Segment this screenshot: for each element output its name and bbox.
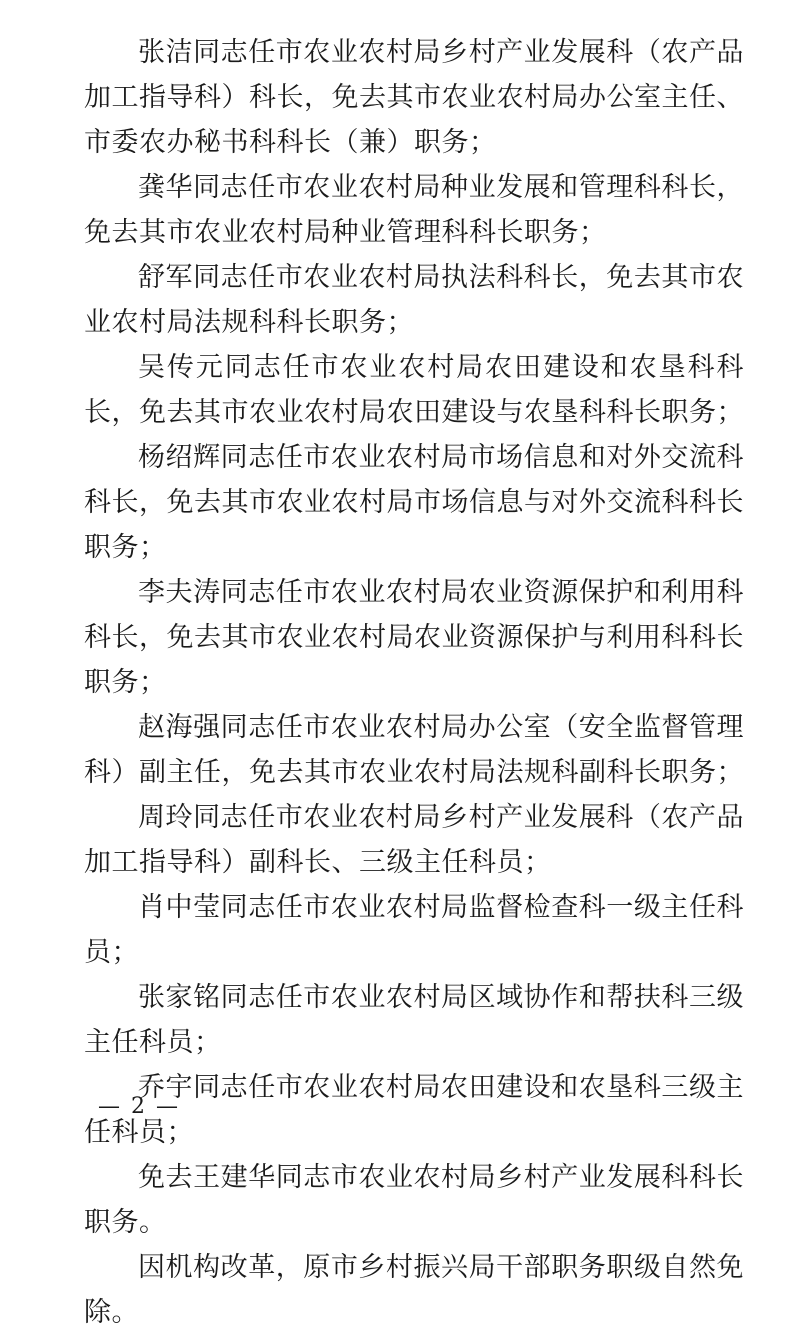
page-number: — 2 —: [98, 1094, 180, 1119]
paragraph-appointment-gong-hua: 龚华同志任市农业农村局种业发展和管理科科长，免去其市农业农村局种业管理科科长职务；: [84, 172, 744, 248]
paragraph-appointment-zhao-haiqiang: 赵海强同志任市农业农村局办公室（安全监督管理科）副主任，免去其市农业农村局法规科副科长职务；: [84, 712, 744, 788]
paragraph-institutional-reform-note: 因机构改革，原市乡村振兴局干部职务职级自然免除。: [84, 1252, 744, 1328]
paragraph-appointment-shu-jun: 舒军同志任市农业农村局执法科科长，免去其市农业农村局法规科科长职务；: [84, 262, 744, 338]
paragraph-appointment-zhang-jie: 张洁同志任市农业农村局乡村产业发展科（农产品加工指导科）科长，免去其市农业农村局办公室主任、市委农办秘书科科长（兼）职务；: [84, 37, 744, 158]
paragraph-appointment-li-futao: 李夫涛同志任市农业农村局农业资源保护和利用科科长，免去其市农业农村局农业资源保护与利用科科长职务；: [84, 577, 744, 698]
paragraph-appointment-zhou-ling: 周玲同志任市农业农村局乡村产业发展科（农产品加工指导科）副科长、三级主任科员；: [84, 802, 744, 878]
paragraph-appointment-wu-chuanyuan: 吴传元同志任市农业农村局农田建设和农垦科科长，免去其市农业农村局农田建设与农垦科科长职务；: [84, 352, 744, 428]
paragraph-appointment-zhang-jiaming: 张家铭同志任市农业农村局区域协作和帮扶科三级主任科员；: [84, 982, 744, 1058]
paragraph-appointment-yang-shaohui: 杨绍辉同志任市农业农村局市场信息和对外交流科科长，免去其市农业农村局市场信息与对外交流科科长职务；: [84, 442, 744, 563]
document-body: [84, 30, 744, 1335]
paragraph-removal-wang-jianhua: 免去王建华同志市农业农村局乡村产业发展科科长职务。: [84, 1162, 744, 1238]
paragraph-appointment-qiao-yu: 乔宇同志任市农业农村局农田建设和农垦科三级主任科员；: [84, 1072, 744, 1148]
paragraph-appointment-xiao-zhongying: 肖中莹同志任市农业农村局监督检查科一级主任科员；: [84, 892, 744, 968]
